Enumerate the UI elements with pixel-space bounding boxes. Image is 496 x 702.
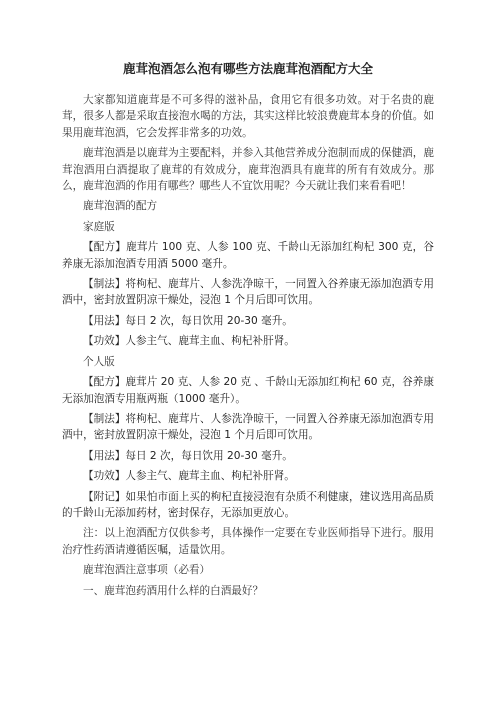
personal-method: 【制法】将枸杞、鹿茸片、人参洗净晾干，一同置入谷养康无添加泡酒专用酒中，密封放置阴凉干燥处，浸泡 1 个月后即可饮用。 [62, 412, 434, 442]
personal-ingredients: 【配方】鹿茸片 20 克、人参 20 克 、千龄山无添加红枸杞 60 克，谷养康无添加泡酒专用瓶两瓶（1000 毫升）。 [62, 376, 434, 405]
family-usage: 【用法】每日 2 次，每日饮用 20-30 毫升。 [83, 314, 293, 327]
subheading-personal-version: 个人版 [83, 355, 115, 368]
intro-paragraph: 大家都知道鹿茸是不可多得的滋补品，食用它有很多功效。对于名贵的鹿茸，很多人都是采取直接泡水喝的方法，其实这样比较浪费鹿茸本身的价值。如果用鹿茸泡酒，它会发挥非常多的功效。 [62, 94, 434, 139]
family-method: 【制法】将枸杞、鹿茸片、人参洗净晾干，一同置入谷养康无添加泡酒专用酒中，密封放置阴凉干燥处，浸泡 1 个月后即可饮用。 [62, 278, 434, 307]
disclaimer-note: 注：以上泡酒配方仅供参考，具体操作一定要在专业医师指导下进行。服用治疗性药酒请遵循医嘱，适量饮用。 [62, 527, 434, 556]
personal-effect: 【功效】人参主气、鹿茸主血、枸杞补肝肾。 [83, 470, 295, 483]
description-paragraph: 鹿茸泡酒是以鹿茸为主要配料，并参入其他营养成分泡制而成的保健酒，鹿茸泡酒用白酒提取了鹿茸的有效成分，鹿茸泡酒具有鹿茸的所有有效成分。那么，鹿茸泡酒的作用有哪些？哪些人不宜饮用呢？今天就让我们来看看吧！ [62, 147, 434, 193]
document-title: 鹿茸泡酒怎么泡有哪些方法鹿茸泡酒配方大全 [122, 61, 373, 76]
personal-usage: 【用法】每日 2 次，每日饮用 20-30 毫升。 [83, 449, 293, 462]
section-heading-precautions: 鹿茸泡酒注意事项（必看） [83, 564, 211, 577]
personal-note: 【附记】如果怕市面上买的枸杞直接浸泡有杂质不利健康，建议选用高品质的千龄山无添加药材，密封保存，无添加更放心。 [62, 490, 434, 519]
family-effect: 【功效】人参主气、鹿茸主血、枸杞补肝肾。 [83, 335, 295, 348]
family-ingredients: 【配方】鹿茸片 100 克、人参 100 克、千龄山无添加红枸杞 300 克，谷养康无添加泡酒专用酒 5000 毫升。 [62, 241, 434, 270]
subheading-family-version: 家庭版 [83, 220, 115, 233]
precaution-question-1: 一、鹿茸泡药酒用什么样的白酒最好？ [83, 584, 264, 597]
section-heading-recipe: 鹿茸泡酒的配方 [83, 200, 158, 213]
document-page [62, 60, 434, 599]
